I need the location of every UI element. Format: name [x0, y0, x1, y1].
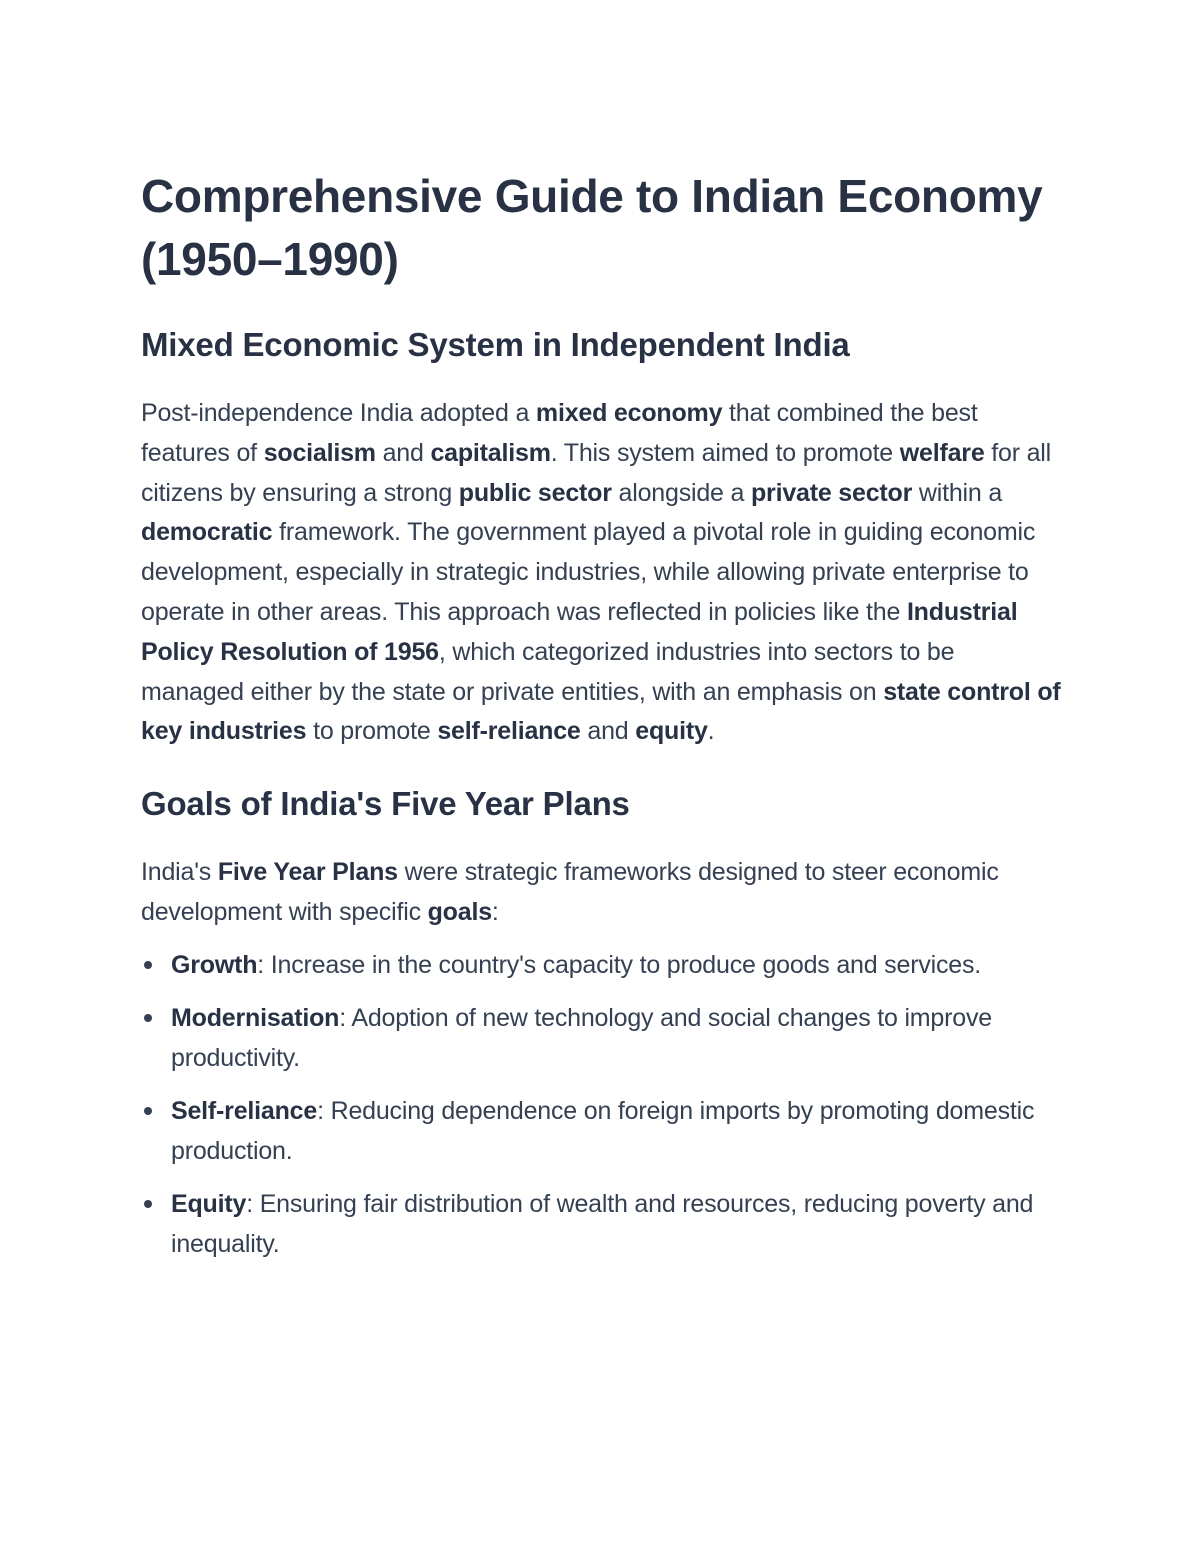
- goals-list: [141, 945, 1061, 1264]
- text-run: and: [580, 717, 636, 746]
- text-run: , which categorized industries into sectors to be managed either by the state or private entities, with an emphasis on: [141, 637, 955, 706]
- bullet-icon: [144, 1200, 152, 1208]
- bullet-icon: [144, 1107, 152, 1115]
- bold-term: state control of key industries: [141, 677, 1061, 746]
- bold-term: public sector: [458, 478, 612, 507]
- bold-term: self-reliance: [437, 717, 581, 746]
- bold-term: Industrial Policy Resolution of 1956: [141, 597, 1018, 666]
- goal-text: : Ensuring fair distribution of wealth and resources, reducing poverty and inequality.: [171, 1189, 1034, 1258]
- text-run: within a: [912, 478, 1003, 507]
- goal-term: Self-reliance: [171, 1096, 318, 1125]
- bold-term: goals: [427, 897, 492, 926]
- bold-term: equity: [635, 717, 708, 746]
- text-run: :: [491, 897, 499, 926]
- goal-text: : Reducing dependence on foreign imports by promoting domestic production.: [171, 1096, 1035, 1165]
- text-run: . This system aimed to promote: [550, 438, 900, 467]
- bullet-icon: [144, 961, 152, 969]
- bold-term: socialism: [263, 438, 376, 467]
- mixed-economy-paragraph: [141, 394, 1061, 752]
- text-run: to promote: [306, 717, 438, 746]
- text-run: for all citizens by ensuring a strong: [141, 438, 1052, 507]
- document: [141, 165, 1061, 1277]
- text-run: India's: [141, 858, 218, 887]
- bold-term: capitalism: [430, 438, 551, 467]
- goal-item-growth: [141, 945, 1061, 985]
- goal-item-equity: [141, 1184, 1061, 1264]
- page-title: Comprehensive Guide to Indian Economy (1950–1990): [141, 170, 1043, 285]
- bold-term: democratic: [141, 518, 273, 547]
- goal-term: Growth: [171, 950, 258, 979]
- text-run: were strategic frameworks designed to steer economic development with specific: [141, 858, 999, 926]
- bold-term: welfare: [899, 438, 985, 467]
- text-run: Post-independence India adopted a: [141, 399, 536, 427]
- text-run: alongside a: [611, 478, 751, 507]
- text-run: framework. The government played a pivotal role in guiding economic development, especially in strategic industries, while allowing private enterprise to operate in other areas. This approach was reflected in policies like the: [141, 518, 1036, 626]
- text-run: .: [707, 717, 715, 746]
- goal-term: Equity: [171, 1189, 247, 1218]
- bold-term: Five Year Plans: [217, 858, 398, 887]
- goal-term: Modernisation: [171, 1003, 340, 1032]
- bullet-icon: [144, 1014, 152, 1022]
- section-heading-five-year-plans: Goals of India's Five Year Plans: [141, 785, 630, 823]
- goal-item-modernisation: [141, 998, 1061, 1078]
- goal-item-self-reliance: [141, 1091, 1061, 1171]
- five-year-plans-paragraph: [141, 853, 1061, 933]
- bold-term: private sector: [750, 478, 913, 507]
- text-run: that combined the best features of: [141, 399, 978, 467]
- text-run: and: [375, 438, 431, 467]
- section-heading-mixed-economy: Mixed Economic System in Independent India: [141, 326, 850, 363]
- goal-text: : Increase in the country's capacity to produce goods and services.: [257, 950, 982, 979]
- bold-term: mixed economy: [535, 399, 723, 427]
- goal-text: : Adoption of new technology and social changes to improve productivity.: [171, 1003, 992, 1072]
